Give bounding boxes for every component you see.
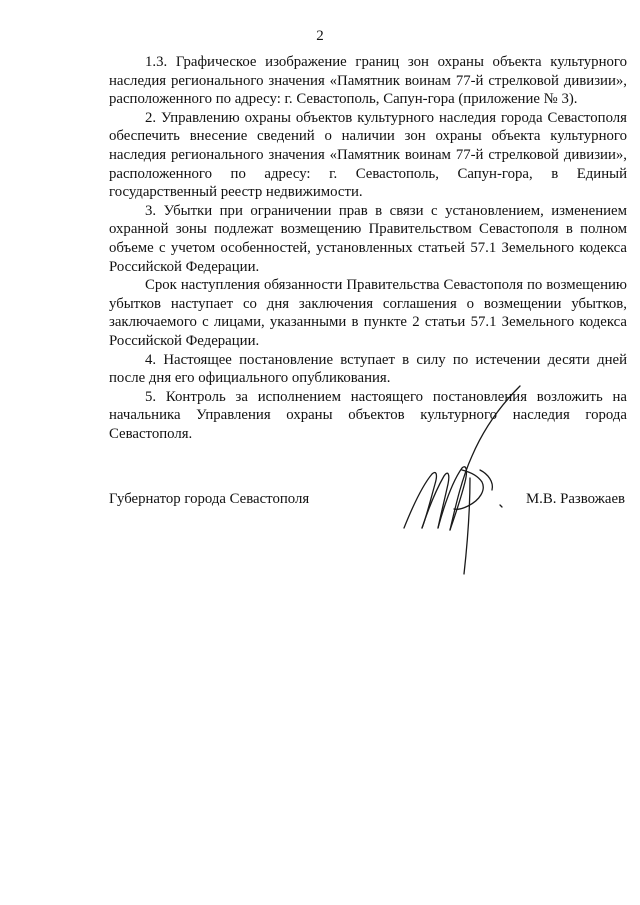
paragraph-2: 2. Управлению охраны объектов культурного наследия города Севастополя обеспечить внесение сведений о наличии зон охраны объекта культурного наследия регионального значения «Памятник воинам 77-й стрелковой дивизии», расположенного по адресу: г. Севастополь, Сапун-гора, в Единый государственный реестр недвижимости.: [109, 109, 627, 201]
signatory-name: М.В. Развожаев: [525, 491, 625, 507]
paragraph-5: 5. Контроль за исполнением настоящего постановления возложить на начальника Управления охраны объектов культурного наследия города Севастополя.: [109, 388, 627, 442]
document-body: [109, 53, 627, 443]
paragraph-3: 3. Убытки при ограничении прав в связи с установлением, изменением охранной зоны подлежат возмещению Правительством Севастополя в полном объеме с учетом особенностей, установленных статьей 57.1 Земельного кодекса Российской Федерации.: [109, 202, 627, 275]
signatory-title: Губернатор города Севастополя: [109, 491, 310, 507]
paragraph-3-continued: Срок наступления обязанности Правительства Севастополя по возмещению убытков наступает со дня заключения соглашения о возмещении убытков, заключаемого с лицами, указанными в пункте 2 статьи 57.1 Земельного кодекса Российской Федерации.: [109, 277, 627, 349]
paragraph-4: 4. Настоящее постановление вступает в силу по истечении десяти дней после дня его официального опубликования.: [109, 351, 627, 387]
paragraph-1-3: 1.3. Графическое изображение границ зон охраны объекта культурного наследия регионального значения «Памятник воинам 77-й стрелковой дивизии», расположенного по адресу: г. Севастополь, Сапун-гора (приложение № 3).: [109, 54, 627, 108]
page-number: 2: [316, 28, 324, 44]
signature-block: [109, 490, 627, 514]
handwritten-signature: [392, 378, 532, 578]
